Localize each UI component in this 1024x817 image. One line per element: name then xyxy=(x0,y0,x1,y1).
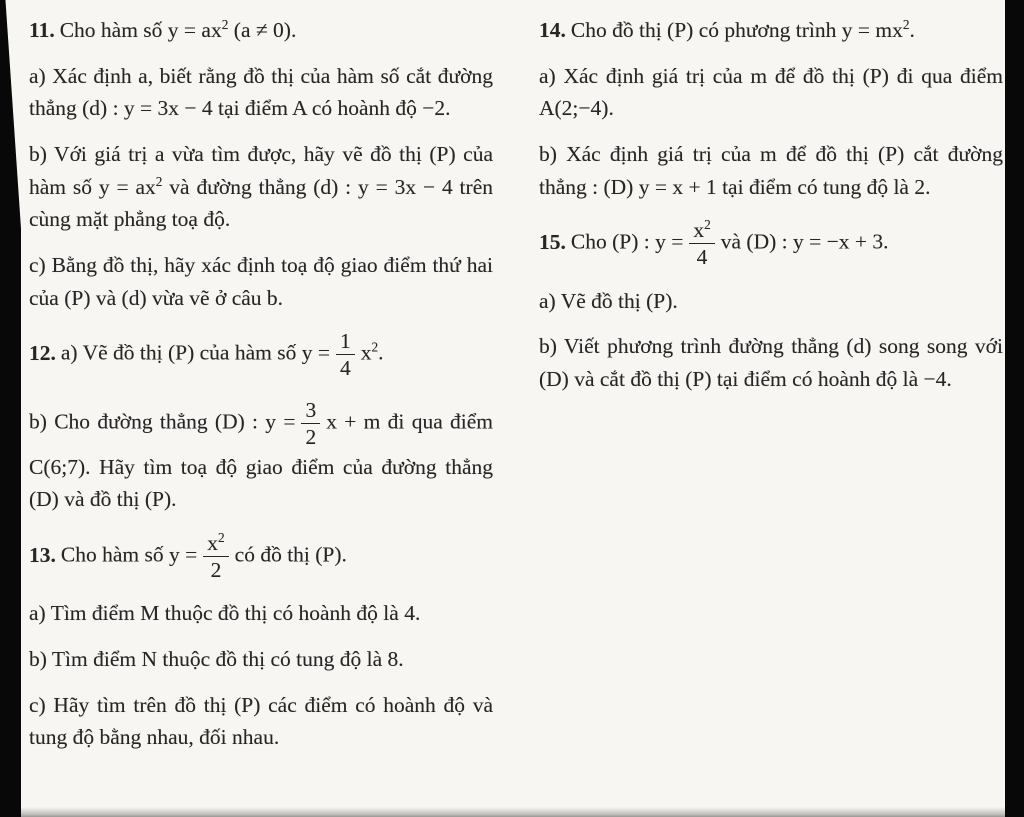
problem-14-intro xyxy=(539,14,1003,47)
exponent: 2 xyxy=(704,217,711,233)
problem-12-part-b-text: b) Cho đường thẳng (D) : y = xyxy=(29,409,296,434)
fraction-three-halves xyxy=(301,398,320,449)
fraction-one-fourth xyxy=(336,329,355,380)
problem-11-intro xyxy=(29,14,493,47)
fraction-numerator xyxy=(689,218,714,244)
problem-11-part-c: c) Bằng đồ thị, hãy xác định toạ độ giao điểm thứ hai của (P) và (d) vừa vẽ ở câu b. xyxy=(29,253,493,310)
fraction-x-squared-over-2 xyxy=(203,531,228,582)
problem-11-part-b-text: b) Với giá trị a vừa tìm được, hãy vẽ đồ thị (P) của hàm số y = ax xyxy=(29,142,493,199)
left-column xyxy=(29,14,493,767)
problem-15-intro xyxy=(539,216,1003,271)
problem-11-part-b xyxy=(29,138,493,236)
variable: x xyxy=(360,340,372,365)
problem-15-intro-tail: và (D) : y = −x + 3. xyxy=(720,229,889,254)
problem-15-intro-text: Cho (P) : y = xyxy=(570,229,684,254)
exponent: 2 xyxy=(155,173,163,189)
bottom-page-shadow xyxy=(0,807,1024,817)
problem-13-number: 13. xyxy=(29,542,56,567)
exponent: 2 xyxy=(371,339,379,355)
problem-13-part-c: c) Hãy tìm trên đồ thị (P) các điểm có hoành độ và tung độ bằng nhau, đối nhau. xyxy=(29,692,493,750)
variable: x xyxy=(693,218,705,243)
problem-15-number: 15. xyxy=(539,229,566,254)
problem-14-part-b: b) Xác định giá trị của m để đồ thị (P) cắt đường thẳng : (D) y = x + 1 tại điểm có tung độ là 2. xyxy=(539,142,1003,199)
problem-13-intro-text: Cho hàm số y = xyxy=(60,542,198,567)
fraction-numerator: 1 xyxy=(336,329,355,355)
right-scan-edge-bar xyxy=(1005,0,1024,817)
problem-11-part-a: a) Xác định a, biết rằng đồ thị của hàm số cắt đường thẳng (d) : y = 3x − 4 tại điểm A có hoành độ −2. xyxy=(29,63,493,121)
problem-13-intro xyxy=(29,529,493,584)
exponent: 2 xyxy=(217,529,225,545)
problem-15-part-a: a) Vẽ đồ thị (P). xyxy=(539,288,678,313)
problem-12-number: 12. xyxy=(29,340,56,365)
fraction-denominator: 2 xyxy=(210,558,222,583)
problem-12-part-b-tail: x + m đi qua điểm C(6;7). Hãy tìm toạ độ giao điểm của đường thẳng (D) và đồ thị (P). xyxy=(29,409,494,512)
problem-11-number: 11. xyxy=(29,18,55,42)
problem-13-intro-tail: có đồ thị (P). xyxy=(234,542,347,567)
problem-11-part-b-tail: và đường thẳng (d) : y = 3x − 4 trên cùng mặt phẳng toạ độ. xyxy=(29,174,493,232)
problem-13-part-b: b) Tìm điểm N thuộc đồ thị có tung độ là 8. xyxy=(29,646,404,671)
fraction-denominator: 4 xyxy=(339,356,351,381)
problem-14-intro-tail: . xyxy=(909,18,915,42)
fraction-numerator xyxy=(203,531,228,557)
problem-11-intro-text: Cho hàm số y = ax xyxy=(59,18,222,42)
exponent: 2 xyxy=(902,16,910,32)
fraction-numerator: 3 xyxy=(301,398,320,424)
problem-12-part-a-text: a) Vẽ đồ thị (P) của hàm số y = xyxy=(60,340,330,365)
right-column xyxy=(539,14,1003,767)
problem-14-intro-text: Cho đồ thị (P) có phương trình y = mx xyxy=(570,18,903,42)
problem-12-part-b xyxy=(29,396,493,517)
sentence-period: . xyxy=(378,340,384,365)
exponent: 2 xyxy=(221,16,229,32)
fraction-denominator: 4 xyxy=(696,245,708,270)
problem-15-part-b: b) Viết phương trình đường thẳng (d) song song với (D) và cắt đồ thị (P) tại điểm có hoành độ là −4. xyxy=(539,334,1003,391)
fraction-x-squared-over-4 xyxy=(689,218,714,269)
problem-12-part-a xyxy=(29,327,493,382)
problem-13-part-a: a) Tìm điểm M thuộc đồ thị có hoành độ là 4. xyxy=(29,601,421,626)
variable: x xyxy=(207,531,218,556)
fraction-denominator: 2 xyxy=(305,424,317,449)
problem-11-intro-tail: (a ≠ 0). xyxy=(228,18,297,42)
problem-14-number: 14. xyxy=(539,18,566,42)
problem-14-part-a: a) Xác định giá trị của m để đồ thị (P) đi qua điểm A(2;−4). xyxy=(539,63,1003,121)
